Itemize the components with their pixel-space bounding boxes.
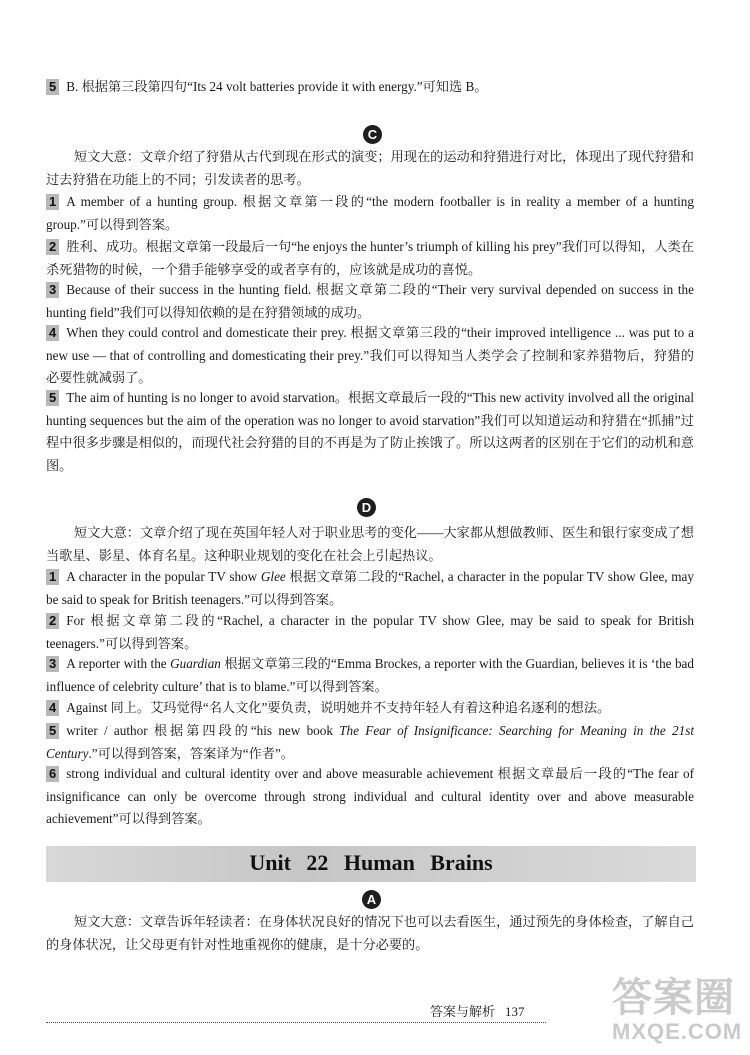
watermark-title: 答案圈 bbox=[612, 976, 735, 1020]
page-footer bbox=[430, 1001, 525, 1020]
answer-text: 胜利、成功。根据文章第一段最后一句“he enjoys the hunter’s triumph of killing his prey”我们可以得知，人类在杀死猎物的时候，一个猎手能够享受的或者享有的，应该就是成功的喜悦。 bbox=[46, 239, 694, 277]
question-number: 2 bbox=[46, 613, 59, 629]
answer-text: For 根据文章第二段的“Rachel, a character in the popular TV show Glee, may be said to speak for British teenagers.”可以得到答案。 bbox=[46, 613, 694, 651]
answer-d1: 1 A character in the popular TV show Glee 根据文章第二段的“Rachel, a character in the popular TV show Glee, may be said to speak for British teenagers.”可以得到答案。 bbox=[46, 569, 695, 607]
page-number: 137 bbox=[505, 1004, 525, 1019]
answer-text: Against 同上。艾玛觉得“名人文化”要负责，说明她并不支持年轻人有着这种追名逐利的想法。 bbox=[66, 700, 611, 715]
watermark-logo bbox=[612, 976, 742, 1044]
unit-banner bbox=[46, 846, 696, 882]
summary-a: 短文大意：文章告诉年轻读者：在身体状况良好的情况下也可以去看医生，通过预先的身体检查，了解自己的身体状况，让父母更有针对性地重视你的健康，是十分必要的。 bbox=[46, 914, 694, 952]
question-number: 3 bbox=[46, 656, 59, 672]
question-number: 2 bbox=[46, 239, 59, 255]
question-number: 5 bbox=[46, 390, 59, 406]
answer-d2 bbox=[46, 610, 694, 655]
summary-c: 短文大意：文章介绍了狩猎从古代到现在形式的演变；用现在的运动和狩猎进行对比，体现出了现代狩猎和过去狩猎在功能上的不同；引发读者的思考。 bbox=[46, 149, 694, 187]
footer-label: 答案与解析 bbox=[430, 1004, 496, 1019]
answer-text: When they could control and domesticate their prey. 根据文章第三段的“their improved intelligence ... was put to a new use — that of controlling and domesticating their prey.”我们可以得知当人类学会了控制和家养猎物后，狩猎的必要性就减弱了。 bbox=[46, 325, 694, 385]
section-badge-a: A bbox=[362, 890, 381, 909]
answer-d6 bbox=[46, 763, 694, 831]
section-badge-d: D bbox=[357, 498, 376, 517]
answer-text: strong individual and cultural identity over and above measurable achievement 根据文章最后一段的“The fear of insignificance can only be overcome through strong individual and cultural identity over and above measurable achievement”可以得到答案。 bbox=[46, 766, 694, 826]
question-number: 1 bbox=[46, 569, 59, 585]
answer-text: A member of a hunting group. 根据文章第一段的“the modern footballer is in reality a member of a hunting group.”可以得到答案。 bbox=[46, 194, 694, 232]
answer-text: Because of their success in the hunting field. 根据文章第二段的“Their very survival depended on success in the hunting field”我们可以得知依赖的是在狩猎领域的成功。 bbox=[46, 282, 694, 320]
unit-title: Unit 22 Human Brains bbox=[249, 850, 493, 875]
answer-d4 bbox=[46, 697, 694, 720]
answer-text: The aim of hunting is no longer to avoid starvation。根据文章最后一段的“This new activity involved all the original hunting sequences but the aim of the operation was no longer to avoid starvation”我们可以知道运动和狩猎在“抓捕”过程中很多步骤是相似的，而现代社会狩猎的目的不再是为了防止挨饿了。所以这两者的区别在于它们的动机和意图。 bbox=[46, 390, 694, 473]
question-number: 4 bbox=[46, 325, 59, 341]
question-number: 4 bbox=[46, 700, 59, 716]
question-number: 5 bbox=[46, 79, 59, 95]
question-number: 5 bbox=[46, 723, 59, 739]
answer-c2 bbox=[46, 236, 694, 281]
question-number: 1 bbox=[46, 194, 59, 210]
answer-d5: 5 writer / author 根据第四段的“his new book The Fear of Insignificance: Searching for Meaning in the 21st Century.”可以得到答案，答案译为“作者”。 bbox=[46, 723, 694, 761]
answer-c1 bbox=[46, 191, 694, 236]
answer-text: B. 根据第三段第四句“Its 24 volt batteries provide it with energy.”可知选 B。 bbox=[66, 79, 488, 94]
watermark-url: MXQE.COM bbox=[612, 1019, 743, 1044]
footer-divider bbox=[46, 1022, 546, 1023]
summary-d: 短文大意：文章介绍了现在英国年轻人对于职业思考的变化——大家都从想做教师、医生和银行家变成了想当歌星、影星、体育名星。这种职业规划的变化在社会上引起热议。 bbox=[46, 525, 694, 563]
answer-d3: 3 A reporter with the Guardian 根据文章第三段的“Emma Brockes, a reporter with the Guardian, believes it is ‘the bad influence of celebrity culture’ that is to blame.”可以得到答案。 bbox=[46, 656, 694, 694]
question-number: 3 bbox=[46, 282, 59, 298]
answer-b5 bbox=[46, 76, 694, 99]
answer-c4 bbox=[46, 322, 694, 390]
answer-c5 bbox=[46, 387, 694, 477]
question-number: 6 bbox=[46, 766, 59, 782]
answer-c3 bbox=[46, 279, 694, 324]
section-badge-c: C bbox=[363, 125, 382, 144]
